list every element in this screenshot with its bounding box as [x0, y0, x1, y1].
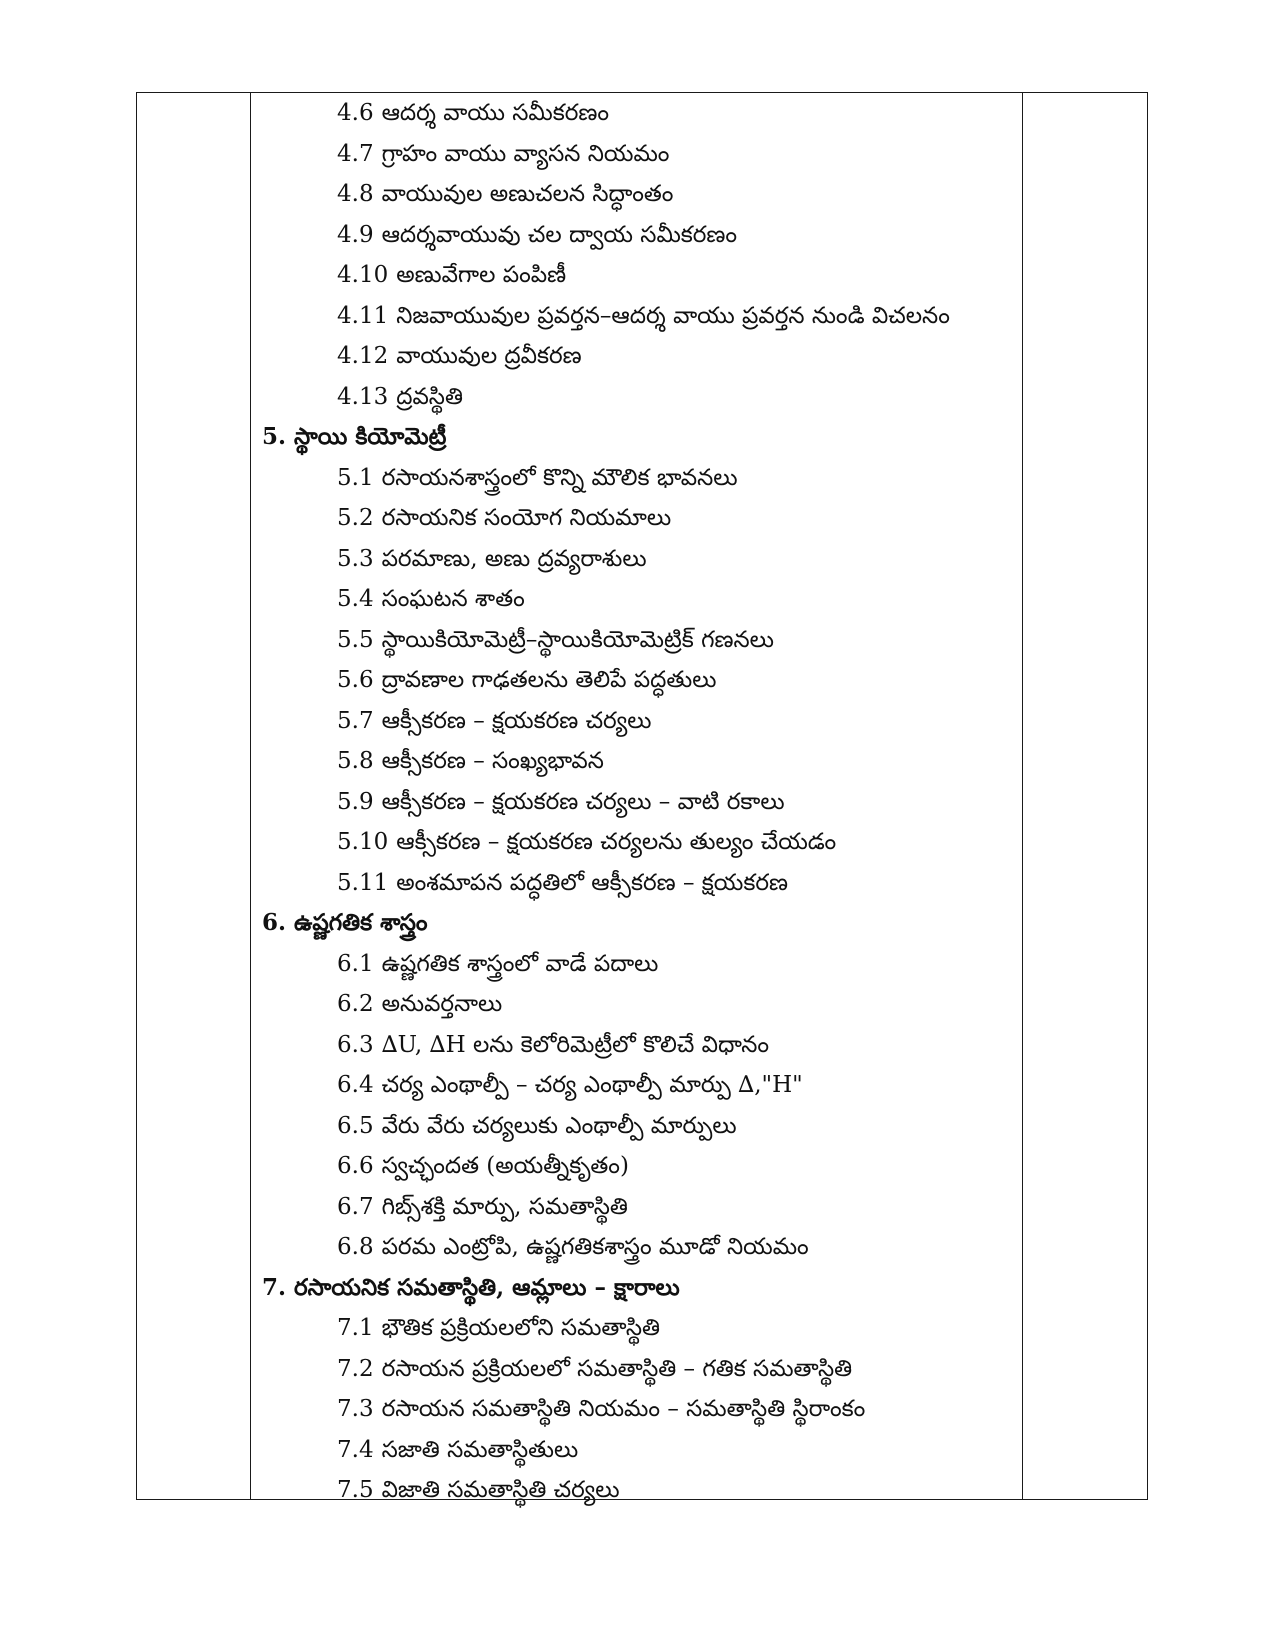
topic-number: 5.8 [337, 748, 374, 774]
topic-title: ఉష్ణగతిక శాస్త్రంలో వాడే పదాలు [381, 950, 659, 977]
topic-number: 4.9 [337, 221, 374, 248]
topic-number: 4.13 [337, 383, 389, 410]
topic-item [262, 822, 1017, 863]
topic-title: భౌతిక ప్రక్రియలలోని సమతాస్థితి [381, 1315, 660, 1341]
topic-title: విజాతి సమతాస్థితి చర్యలు [381, 1477, 620, 1503]
topic-number: 7.2 [337, 1355, 374, 1382]
topic-item [262, 1389, 1017, 1430]
chapter-number: 6. [262, 909, 287, 936]
topic-title: రసాయనిక సంయోగ నియమాలు [381, 505, 672, 531]
topic-title: నిజవాయువుల ప్రవర్తన–ఆదర్శ వాయు ప్రవర్తన నుండి విచలనం [396, 302, 950, 329]
topic-title: వేరు వేరు చర్యలుకు ఎంథాల్పీ మార్పులు [381, 1112, 737, 1139]
topic-number: 4.7 [337, 140, 374, 167]
topic-item [262, 660, 1017, 701]
topic-number: 7.3 [337, 1396, 374, 1422]
chapter-number: 7. [262, 1273, 287, 1301]
topic-item [262, 377, 1017, 418]
topic-title: స్వచ్ఛందత (అయత్నీకృతం) [381, 1153, 629, 1179]
topic-title: రసాయన సమతాస్థితి నియమం – సమతాస్థితి స్థిరాంకం [381, 1396, 866, 1422]
topic-title: అనువర్తనాలు [381, 991, 503, 1017]
topic-item [262, 93, 1017, 134]
topic-item [262, 1025, 1017, 1066]
topic-item [262, 984, 1017, 1025]
topic-item [262, 255, 1017, 296]
chapter-title: రసాయనిక సమతాస్థితి, ఆమ్లాలు – క్షారాలు [294, 1273, 680, 1301]
topic-item [262, 174, 1017, 215]
topic-title: ద్రావణాల గాఢతలను తెలిపే పద్ధతులు [381, 667, 717, 693]
topic-item [262, 1227, 1017, 1268]
topic-title: ఆక్సీకరణ – క్షయకరణ చర్యలు [381, 707, 652, 734]
topic-title: ఆక్సీకరణ – క్షయకరణ చర్యలు – వాటి రకాలు [381, 788, 785, 815]
topic-item [262, 1308, 1017, 1349]
topic-title: ఆక్సీకరణ – సంఖ్యభావన [381, 748, 604, 774]
topic-number: 6.6 [337, 1153, 374, 1179]
topic-number: 6.2 [337, 991, 374, 1017]
topic-title: ద్రవస్థితి [396, 383, 463, 410]
chapter-title: ఉష్ణగతిక శాస్త్రం [294, 909, 428, 936]
topic-item [262, 1430, 1017, 1471]
topic-number: 4.12 [337, 343, 389, 369]
topic-number: 5.6 [337, 667, 374, 693]
topic-item [262, 539, 1017, 580]
syllabus-content [262, 93, 1017, 1511]
topic-item [262, 944, 1017, 985]
chapter-heading [262, 417, 1017, 458]
chapter-heading [262, 903, 1017, 944]
topic-item [262, 1065, 1017, 1106]
topic-title: స్థాయికియోమెట్రీ–స్థాయికియోమెట్రిక్ గణనలు [381, 626, 774, 653]
topic-item [262, 1470, 1017, 1511]
topic-title: సజాతి సమతాస్థితులు [381, 1436, 579, 1463]
topic-item [262, 296, 1017, 337]
topic-number: 4.11 [337, 302, 389, 329]
syllabus-table [136, 92, 1148, 1503]
topic-item [262, 134, 1017, 175]
topic-number: 5.10 [337, 829, 389, 855]
topic-number: 6.8 [337, 1234, 374, 1260]
topic-title: అణువేగాల పంపిణీ [396, 262, 567, 288]
topic-number: 4.6 [337, 100, 374, 126]
topic-number: 5.3 [337, 545, 374, 572]
topic-title: చర్య ఎంథాల్పీ – చర్య ఎంథాల్పీ మార్పు ∆,"H" [381, 1072, 803, 1098]
topic-number: 5.2 [337, 505, 374, 531]
topic-title: ∆U, ∆H లను కెలోరిమెట్రీలో కొలిచే విధానం [381, 1031, 770, 1058]
topic-title: రసాయనశాస్త్రంలో కొన్ని మౌలిక భావనలు [381, 464, 738, 491]
topic-title: గ్రాహం వాయు వ్యాసన నియమం [381, 140, 670, 167]
topic-title: ఆదర్శవాయువు చల ద్వాయ సమీకరణం [381, 221, 738, 248]
topic-number: 5.9 [337, 788, 374, 815]
topic-item [262, 701, 1017, 742]
chapter-number: 5. [262, 423, 287, 450]
topic-number: 7.5 [337, 1477, 374, 1503]
topic-number: 5.4 [337, 586, 374, 612]
topic-item [262, 620, 1017, 661]
topic-item [262, 1349, 1017, 1390]
topic-item [262, 782, 1017, 823]
topic-item [262, 336, 1017, 377]
topic-number: 4.8 [337, 181, 374, 207]
topic-item [262, 1187, 1017, 1228]
topic-number: 5.1 [337, 464, 374, 491]
chapter-heading [262, 1268, 1017, 1309]
topic-title: ఆదర్శ వాయు సమీకరణం [381, 100, 609, 126]
topic-number: 6.7 [337, 1193, 374, 1220]
topic-number: 5.5 [337, 626, 374, 653]
topic-item [262, 1106, 1017, 1147]
topic-item [262, 215, 1017, 256]
topic-number: 6.3 [337, 1031, 374, 1058]
topic-title: గిబ్స్‌శక్తి మార్పు, సమతాస్థితి [381, 1193, 628, 1220]
topic-item [262, 498, 1017, 539]
topic-item [262, 458, 1017, 499]
topic-number: 7.1 [337, 1315, 374, 1341]
topic-number: 7.4 [337, 1436, 374, 1463]
topic-number: 4.10 [337, 262, 389, 288]
topic-number: 5.7 [337, 707, 374, 734]
topic-title: వాయువుల అణుచలన సిద్ధాంతం [381, 181, 674, 207]
topic-number: 5.11 [337, 869, 389, 896]
topic-title: వాయువుల ద్రవీకరణ [396, 343, 582, 369]
topic-number: 6.1 [337, 950, 374, 977]
topic-title: అంశమాపన పద్ధతిలో ఆక్సీకరణ – క్షయకరణ [396, 869, 788, 896]
column-divider [1022, 93, 1023, 1499]
column-divider [250, 93, 251, 1499]
topic-item [262, 741, 1017, 782]
topic-number: 6.4 [337, 1072, 374, 1098]
topic-title: సంఘటన శాతం [381, 586, 525, 612]
topic-item [262, 1146, 1017, 1187]
topic-number: 6.5 [337, 1112, 374, 1139]
topic-title: ఆక్సీకరణ – క్షయకరణ చర్యలను తుల్యం చేయడం [396, 829, 837, 855]
topic-item [262, 863, 1017, 904]
topic-title: పరమ ఎంట్రోపి, ఉష్ణగతికశాస్త్రం మూడో నియమం [381, 1234, 809, 1260]
chapter-title: స్థాయి కియోమెట్రీ [294, 423, 447, 450]
topic-title: పరమాణు, అణు ద్రవ్యరాశులు [381, 545, 647, 572]
topic-title: రసాయన ప్రక్రియలలో సమతాస్థితి – గతిక సమతాస్థితి [381, 1355, 853, 1382]
topic-item [262, 579, 1017, 620]
